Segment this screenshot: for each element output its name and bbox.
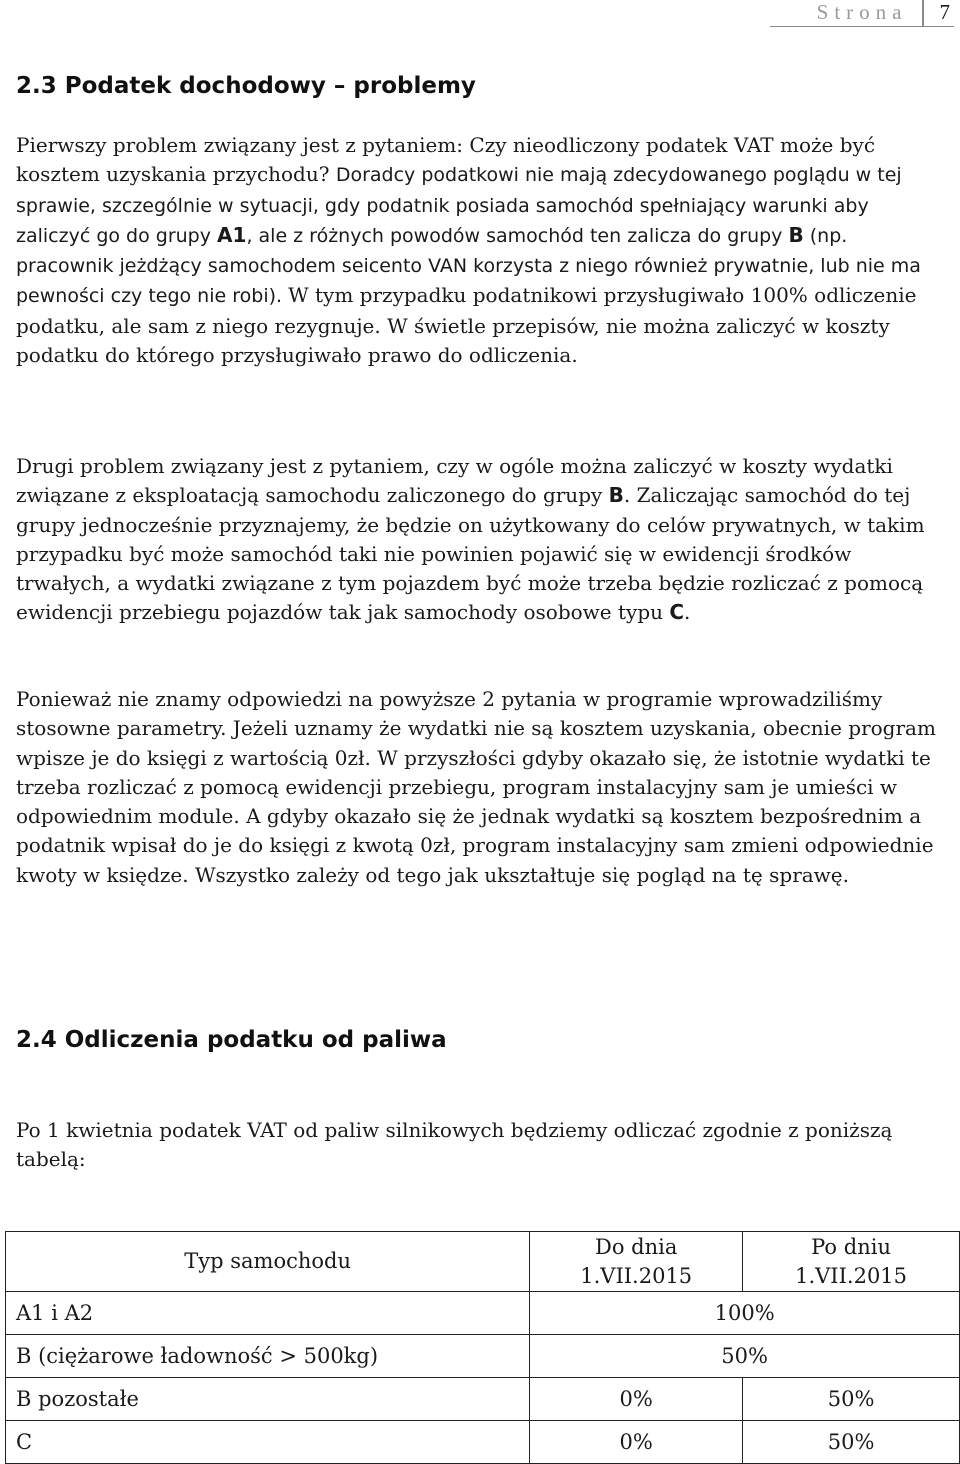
paragraph-2	[16, 452, 946, 628]
text-run: Drugi problem związany jest z pytaniem, czy w ogóle można zaliczyć w koszty wydatki związane z eksploatacją samochodu zaliczonego do grupy	[16, 454, 893, 508]
header-after-date: Po dniu 1.VII.2015	[743, 1232, 960, 1292]
bold-term: B	[788, 222, 804, 247]
table-row	[6, 1421, 960, 1464]
row-before-value: 0%	[530, 1378, 743, 1421]
text-run: (np. pracownik jeżdżący samochodem seicento VAN korzysta z niego również prywatnie, lub nie ma pewności czy tego nie robi).	[16, 224, 921, 308]
section-title-2-3: 2.3 Podatek dochodowy – problemy	[16, 73, 476, 99]
bold-term: B	[608, 483, 624, 508]
page-label: Strona	[816, 0, 908, 24]
row-type: B (ciężarowe ładowność > 500kg)	[6, 1335, 530, 1378]
fuel-vat-table	[5, 1231, 960, 1464]
row-merged-value: 100%	[530, 1292, 960, 1335]
row-before-value: 0%	[530, 1421, 743, 1464]
row-after-value: 50%	[743, 1378, 960, 1421]
row-type: B pozostałe	[6, 1378, 530, 1421]
text-run: , ale z różnych powodów samochód ten zalicza do grupy	[246, 224, 789, 247]
text-run: Ponieważ nie znamy odpowiedzi na powyższe 2 pytania w programie wprowadziliśmy stosowne parametry. Jeżeli uznamy że wydatki nie są kosztem uzyskania, obecnie program wpisze je do księgi z wartością 0zł. W przyszłości gdyby okazało się, że istotnie wydatki te trzeba rozliczać z pomocą ewidencji przebiegu, program instalacyjny sam je umieści w odpowiednim module. A gdyby okazało się że jednak wydatki są kosztem bezpośrednim a podatnik wpisał do je do księgi z kwotą 0zł, program instalacyjny sam zmieni odpowiednie kwoty w księdze. Wszystko zależy od tego jak ukształtuje się pogląd na tę sprawę.	[16, 687, 936, 887]
text-run: Doradcy podatkowi nie mają zdecydowanego poglądu w tej sprawie, szczególnie w sytuacji, gdy podatnik posiada samochód spełniający warunki aby zaliczyć go do grupy	[16, 164, 902, 247]
paragraph-3	[16, 685, 946, 890]
row-merged-value: 50%	[530, 1335, 960, 1378]
table-row	[6, 1292, 960, 1335]
row-type: A1 i A2	[6, 1292, 530, 1335]
table-row	[6, 1378, 960, 1421]
table-intro: Po 1 kwietnia podatek VAT od paliw silnikowych będziemy odliczać zgodnie z poniższą tabelą:	[16, 1118, 893, 1172]
text-run: . Zaliczając samochód do tej grupy jednocześnie przyznajemy, że będzie on użytkowany do celów prywatnych, w takim przypadku być może samochód taki nie powinien pojawić się w ewidencji środków trwałych, a wydatki związane z tym pojazdem być może trzeba będzie rozliczać z pomocą ewidencji przebiegu pojazdów tak jak samochody osobowe typu	[16, 483, 925, 625]
row-type: C	[6, 1421, 530, 1464]
text-run: W tym przypadku podatnikowi przysługiwało 100% odliczenie podatku, ale sam z niego rezygnuje. W świetle przepisów, nie można zaliczyć w koszty podatku do którego przysługiwało prawo do odliczenia.	[16, 283, 917, 368]
page-header	[817, 0, 954, 26]
page-number: 7	[922, 0, 955, 26]
header-before-date: Do dnia 1.VII.2015	[530, 1232, 743, 1292]
table-row	[6, 1335, 960, 1378]
text-run: Pierwszy problem związany jest z pytaniem: Czy nieodliczony podatek VAT może być kosztem uzyskania przychodu?	[16, 133, 876, 187]
bold-term: A1	[217, 222, 247, 247]
text-run: .	[684, 600, 691, 625]
header-car-type: Typ samochodu	[6, 1232, 530, 1292]
row-after-value: 50%	[743, 1421, 960, 1464]
header-rule	[770, 26, 954, 27]
paragraph-1	[16, 131, 946, 370]
table-header-row	[6, 1232, 960, 1292]
section-title-2-4: 2.4 Odliczenia podatku od paliwa	[16, 1027, 447, 1053]
bold-term: C	[669, 600, 685, 625]
